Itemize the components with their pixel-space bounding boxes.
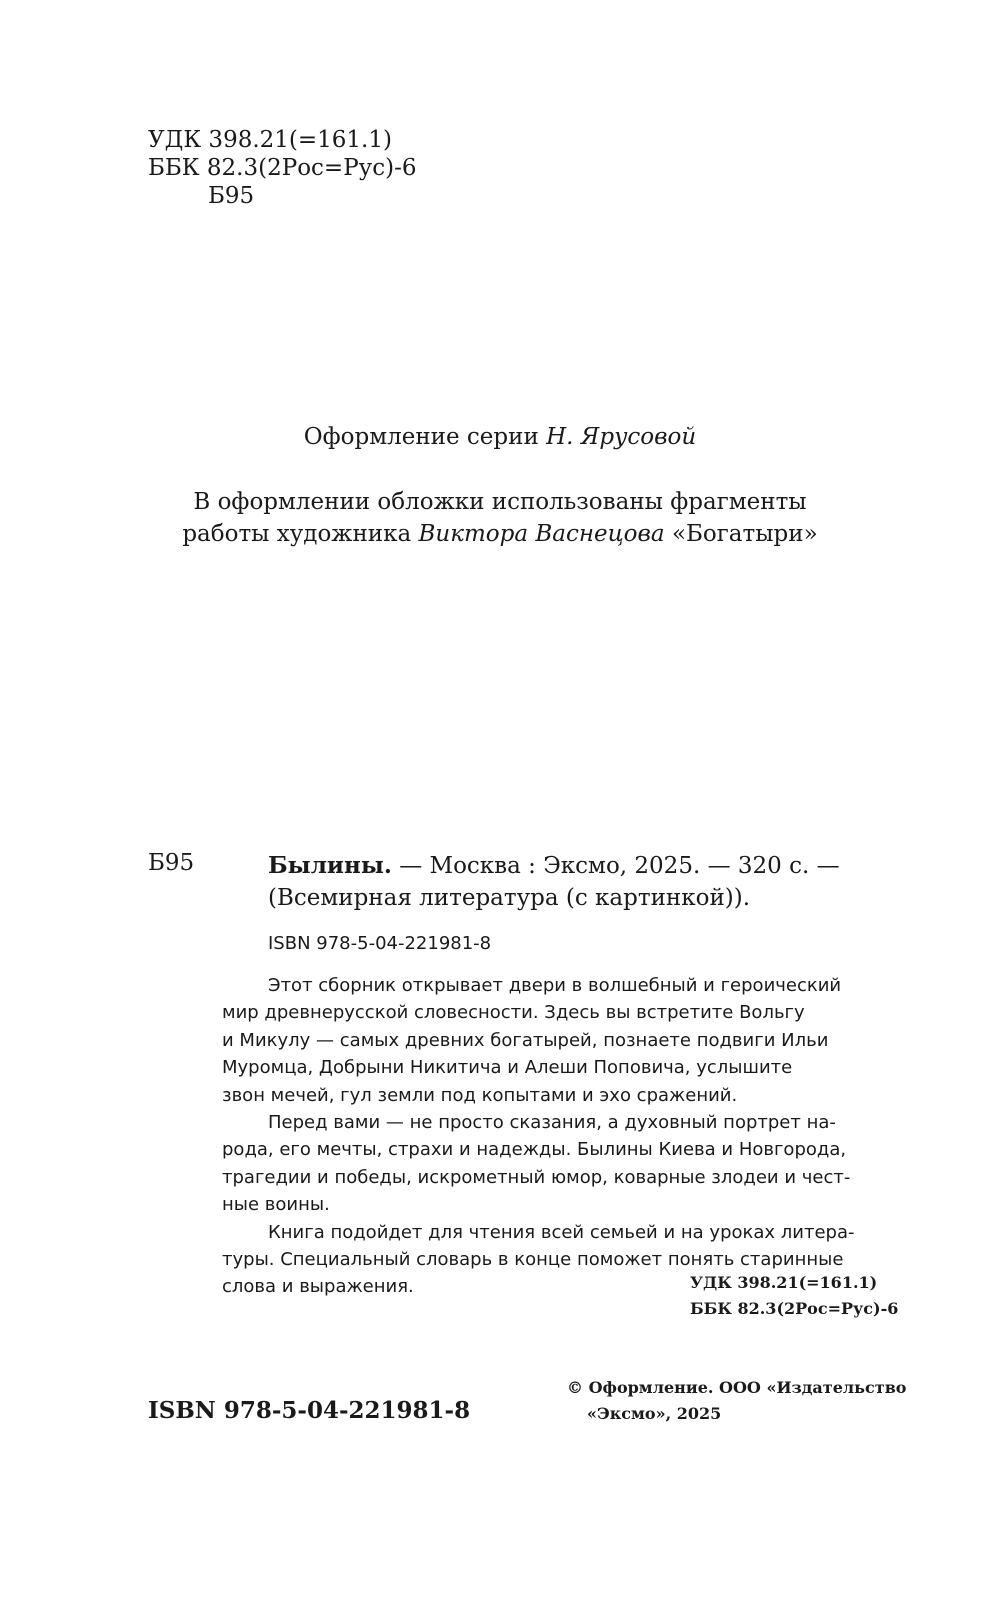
annotation-line: мир древнерусской словесности. Здесь вы встретите Вольгу [222,1002,805,1024]
annotation-line: Перед вами — не просто сказания, а духовный портрет на- [268,1112,836,1134]
series-name: (Всемирная литература (с картинкой)). [268,885,751,911]
cover-artist-name: Виктора Васнецова [418,521,665,547]
annotation-line: Этот сборник открывает двери в волшебный и героический [268,975,842,996]
cover-note-line-1: В оформлении обложки использованы фрагменты [193,489,807,515]
annotation-line: ные воины. [222,1194,330,1216]
annotation-line: слова и выражения. [222,1276,414,1298]
series-design-credit [0,424,1000,450]
cover-illustration-note [0,486,1000,550]
cover-painting-title: «Богатыри» [671,521,818,547]
copyright-line-1: © Оформление. ООО «Издательство [567,1378,907,1397]
cover-note-line-2 [0,518,1000,550]
annotation-line: трагедии и победы, искрометный юмор, коварные злодеи и чест- [222,1166,851,1188]
annotation-line: рода, его мечты, страхи и надежды. Былины Киева и Новгорода, [222,1139,847,1161]
author-mark: Б95 [208,183,255,209]
bbk-code: ББК 82.3(2Рос=Рус)-6 [148,155,417,181]
footer-udk-code: УДК 398.21(=161.1) [690,1273,878,1292]
annotation-line: и Микулу — самых древних богатырей, познаете подвиги Ильи [222,1029,829,1051]
annotation [222,972,855,1301]
annotation-line: туры. Специальный словарь в конце поможет понять старинные [222,1249,844,1271]
annotation-line: Муромца, Добрыни Никитича и Алеши Поповича, услышите [222,1057,793,1079]
book-title: Былины. [268,852,392,879]
series-designer-name: Н. Ярусовой [546,424,697,450]
udk-code: УДК 398.21(=161.1) [148,127,392,153]
annotation-line: Книга подойдет для чтения всей семьей и на уроках литера- [268,1221,855,1243]
footer-bbk-code: ББК 82.3(2Рос=Рус)-6 [690,1299,899,1318]
catalog-line-1 [268,850,840,882]
footer-classification-codes [690,1270,898,1322]
annotation-line: звон мечей, гул земли под копытами и эхо сражений. [222,1084,738,1106]
copyright-notice [567,1375,906,1427]
series-design-prefix: Оформление серии [303,424,539,450]
footer-isbn: ISBN 978-5-04-221981-8 [148,1397,471,1424]
cover-note-prefix: работы художника [182,521,412,547]
imprint-text: — Москва : Эксмо, 2025. — 320 с. — [399,853,840,879]
top-classification-codes [148,126,416,210]
catalog-heading [268,850,840,914]
copyright-line-2: «Эксмо», 2025 [587,1404,722,1423]
catalog-author-mark: Б95 [148,850,195,876]
catalog-isbn: ISBN 978-5-04-221981-8 [268,933,492,954]
